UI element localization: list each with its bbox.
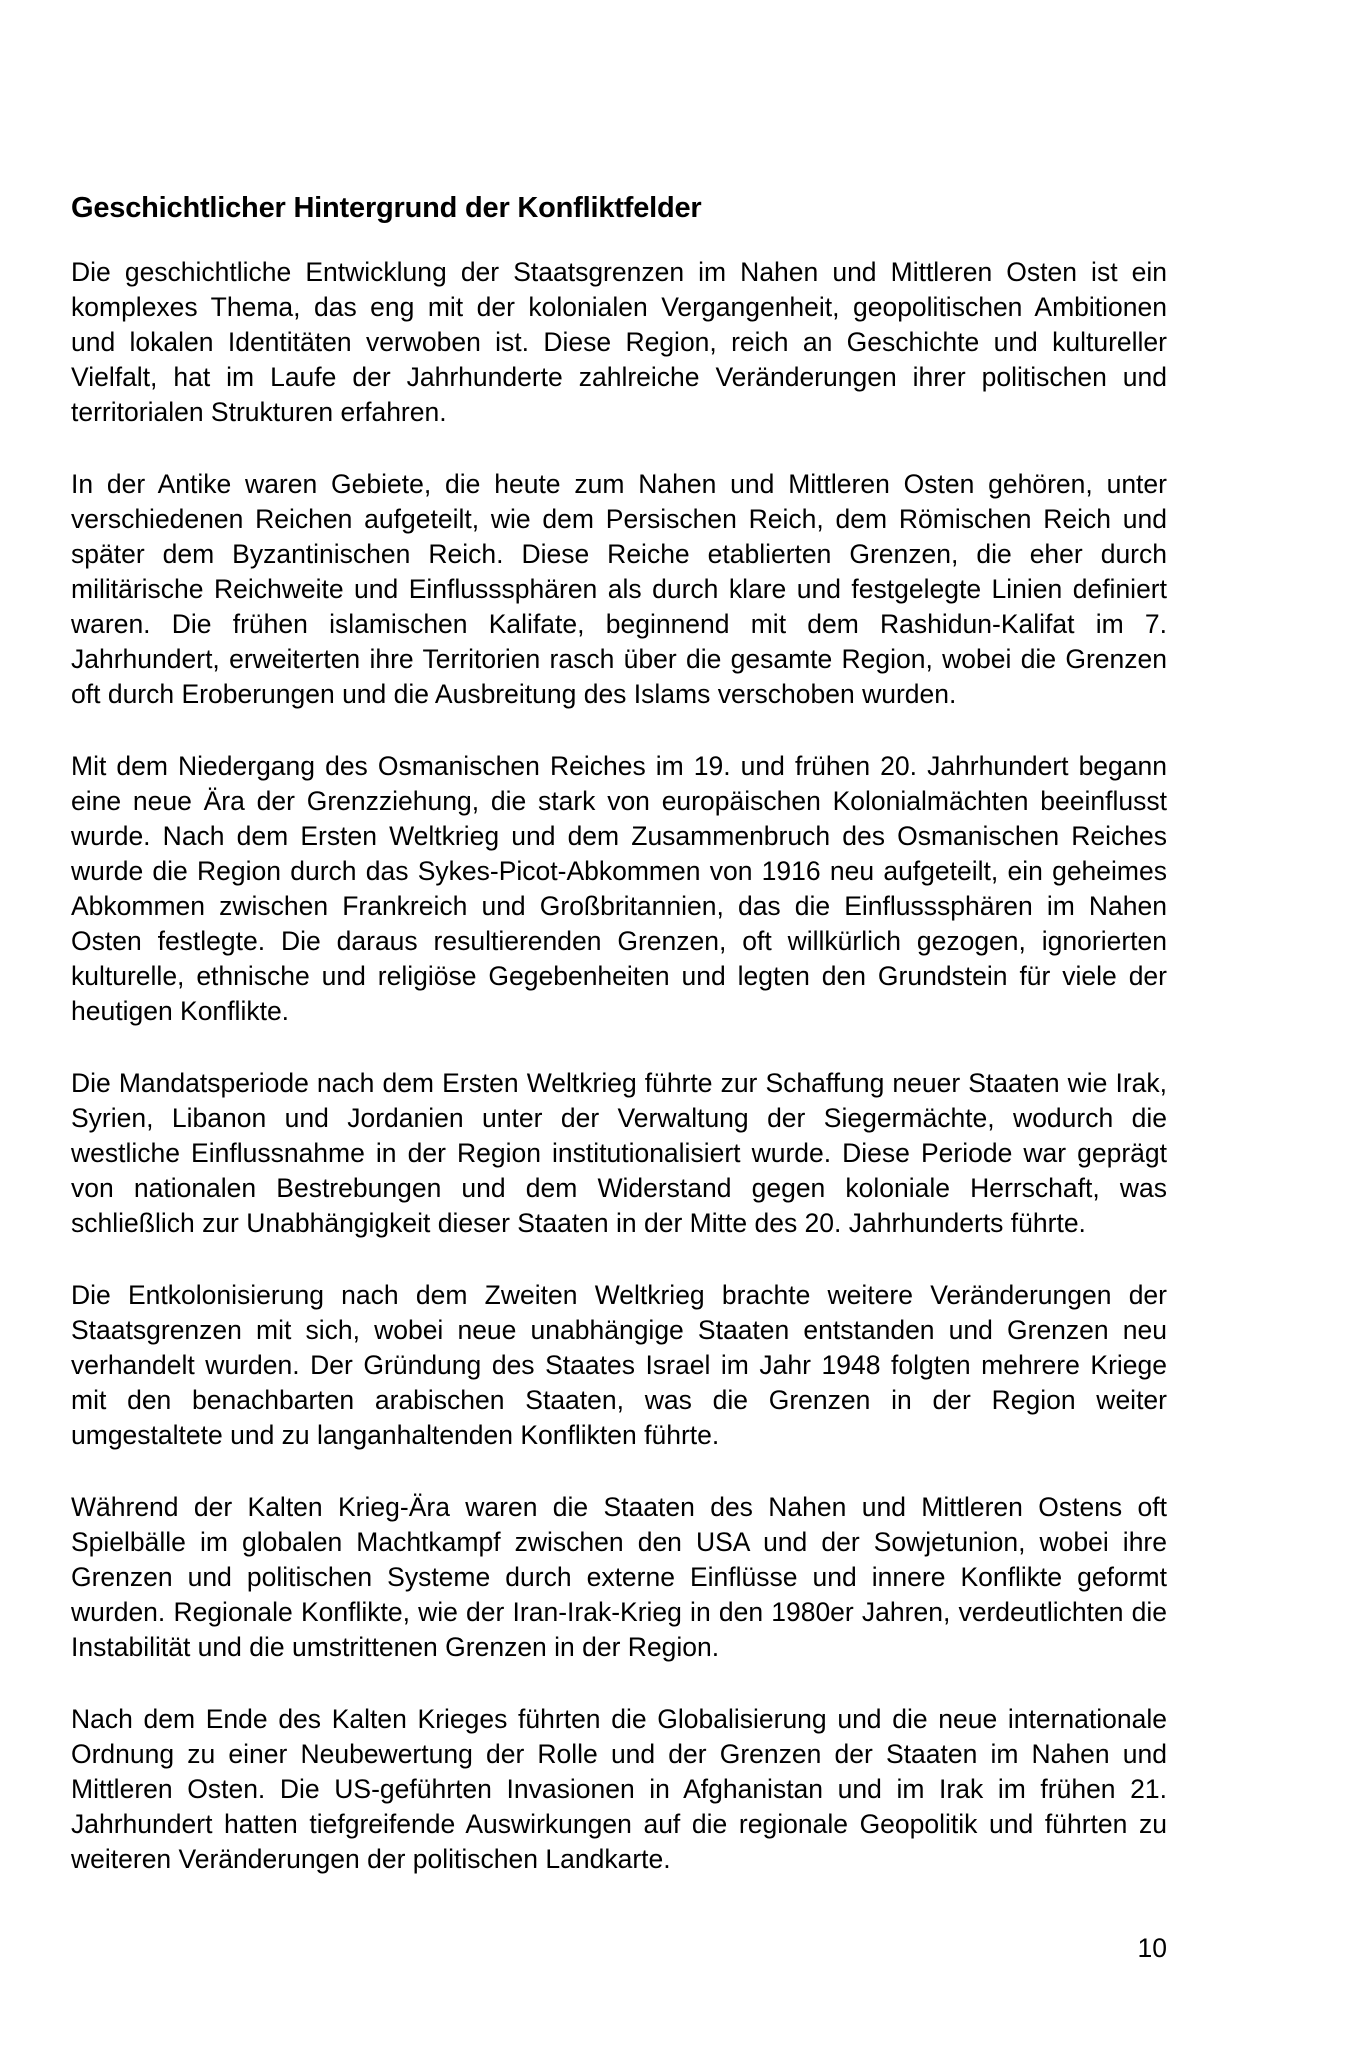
text-line: Osten festlegte. Die daraus resultierenden Grenzen, oft willkürlich gezogen, ignorierten [71, 926, 1167, 956]
text-line: kulturelle, ethnische und religiöse Gegebenheiten und legten den Grundstein für viele der [71, 961, 1167, 991]
text-line: Während der Kalten Krieg-Ära waren die Staaten des Nahen und Mittleren Ostens oft [71, 1492, 1167, 1522]
text-line: Abkommen zwischen Frankreich und Großbritannien, das die Einflusssphären im Nahen [71, 891, 1167, 921]
text-line: wurden. Regionale Konflikte, wie der Iran-Irak-Krieg in den 1980er Jahren, verdeutlichten die [71, 1597, 1167, 1627]
text-line: wurde. Nach dem Ersten Weltkrieg und dem Zusammenbruch des Osmanischen Reiches [71, 821, 1167, 851]
paragraph [71, 1278, 1167, 1453]
text-line: Mit dem Niedergang des Osmanischen Reiches im 19. und frühen 20. Jahrhundert begann [71, 751, 1167, 781]
text-line: oft durch Eroberungen und die Ausbreitung des Islams verschoben wurden. [71, 679, 957, 709]
text-line: heutigen Konflikte. [71, 996, 290, 1026]
text-line: später dem Byzantinischen Reich. Diese Reiche etablierten Grenzen, die eher durch [71, 539, 1167, 569]
text-line: und lokalen Identitäten verwoben ist. Diese Region, reich an Geschichte und kultureller [71, 327, 1167, 357]
text-line: Grenzen und politischen Systeme durch externe Einflüsse und innere Konflikte geformt [71, 1562, 1167, 1592]
text-line: Die Mandatsperiode nach dem Ersten Weltkrieg führte zur Schaffung neuer Staaten wie Irak, [71, 1068, 1167, 1098]
paragraph [71, 1702, 1167, 1877]
text-line: verhandelt wurden. Der Gründung des Staates Israel im Jahr 1948 folgten mehrere Kriege [71, 1350, 1167, 1380]
text-line: Jahrhundert, erweiterten ihre Territorien rasch über die gesamte Region, wobei die Grenzen [71, 644, 1167, 674]
text-line: verschiedenen Reichen aufgeteilt, wie dem Persischen Reich, dem Römischen Reich und [71, 504, 1167, 534]
text-line: mit den benachbarten arabischen Staaten, was die Grenzen in der Region weiter [71, 1385, 1167, 1415]
text-line: Staatsgrenzen mit sich, wobei neue unabhängige Staaten entstanden und Grenzen neu [71, 1315, 1167, 1345]
page-number: 10 [1137, 1933, 1167, 1963]
paragraph [71, 1066, 1167, 1241]
text-line: Mittleren Osten. Die US-geführten Invasionen in Afghanistan und im Irak im frühen 21. [71, 1774, 1167, 1804]
paragraphs-container [71, 255, 1167, 1877]
text-line: territorialen Strukturen erfahren. [71, 397, 447, 427]
text-line: In der Antike waren Gebiete, die heute zum Nahen und Mittleren Osten gehören, unter [71, 469, 1167, 499]
paragraph [71, 255, 1167, 430]
text-line: Vielfalt, hat im Laufe der Jahrhunderte zahlreiche Veränderungen ihrer politischen und [71, 362, 1167, 392]
document-body [71, 193, 1167, 1877]
paragraph [71, 749, 1167, 1029]
text-line: Jahrhundert hatten tiefgreifende Auswirkungen auf die regionale Geopolitik und führten zu [71, 1809, 1167, 1839]
text-line: westliche Einflussnahme in der Region institutionalisiert wurde. Diese Periode war geprägt [71, 1138, 1167, 1168]
section-title: Geschichtlicher Hintergrund der Konfliktfelder [71, 192, 702, 224]
text-line: Die geschichtliche Entwicklung der Staatsgrenzen im Nahen und Mittleren Osten ist ein [71, 257, 1167, 287]
text-line: Spielbälle im globalen Machtkampf zwischen den USA und der Sowjetunion, wobei ihre [71, 1527, 1167, 1557]
text-line: umgestaltete und zu langanhaltenden Konflikten führte. [71, 1420, 720, 1450]
text-line: Die Entkolonisierung nach dem Zweiten Weltkrieg brachte weitere Veränderungen der [71, 1280, 1167, 1310]
text-line: waren. Die frühen islamischen Kalifate, beginnend mit dem Rashidun-Kalifat im 7. [71, 609, 1167, 639]
text-line: schließlich zur Unabhängigkeit dieser Staaten in der Mitte des 20. Jahrhunderts führte. [71, 1208, 1086, 1238]
text-line: wurde die Region durch das Sykes-Picot-Abkommen von 1916 neu aufgeteilt, ein geheimes [71, 856, 1167, 886]
text-line: Syrien, Libanon und Jordanien unter der Verwaltung der Siegermächte, wodurch die [71, 1103, 1167, 1133]
text-line: Nach dem Ende des Kalten Krieges führten die Globalisierung und die neue internationale [71, 1704, 1167, 1734]
text-line: von nationalen Bestrebungen und dem Widerstand gegen koloniale Herrschaft, was [71, 1173, 1167, 1203]
text-line: Ordnung zu einer Neubewertung der Rolle und der Grenzen der Staaten im Nahen und [71, 1739, 1167, 1769]
text-line: Instabilität und die umstrittenen Grenzen in der Region. [71, 1632, 720, 1662]
text-line: weiteren Veränderungen der politischen Landkarte. [71, 1844, 671, 1874]
text-line: eine neue Ära der Grenzziehung, die stark von europäischen Kolonialmächten beeinflusst [71, 786, 1167, 816]
text-line: komplexes Thema, das eng mit der kolonialen Vergangenheit, geopolitischen Ambitionen [71, 292, 1167, 322]
paragraph [71, 467, 1167, 712]
paragraph [71, 1490, 1167, 1665]
text-line: militärische Reichweite und Einflusssphären als durch klare und festgelegte Linien definiert [71, 574, 1167, 604]
